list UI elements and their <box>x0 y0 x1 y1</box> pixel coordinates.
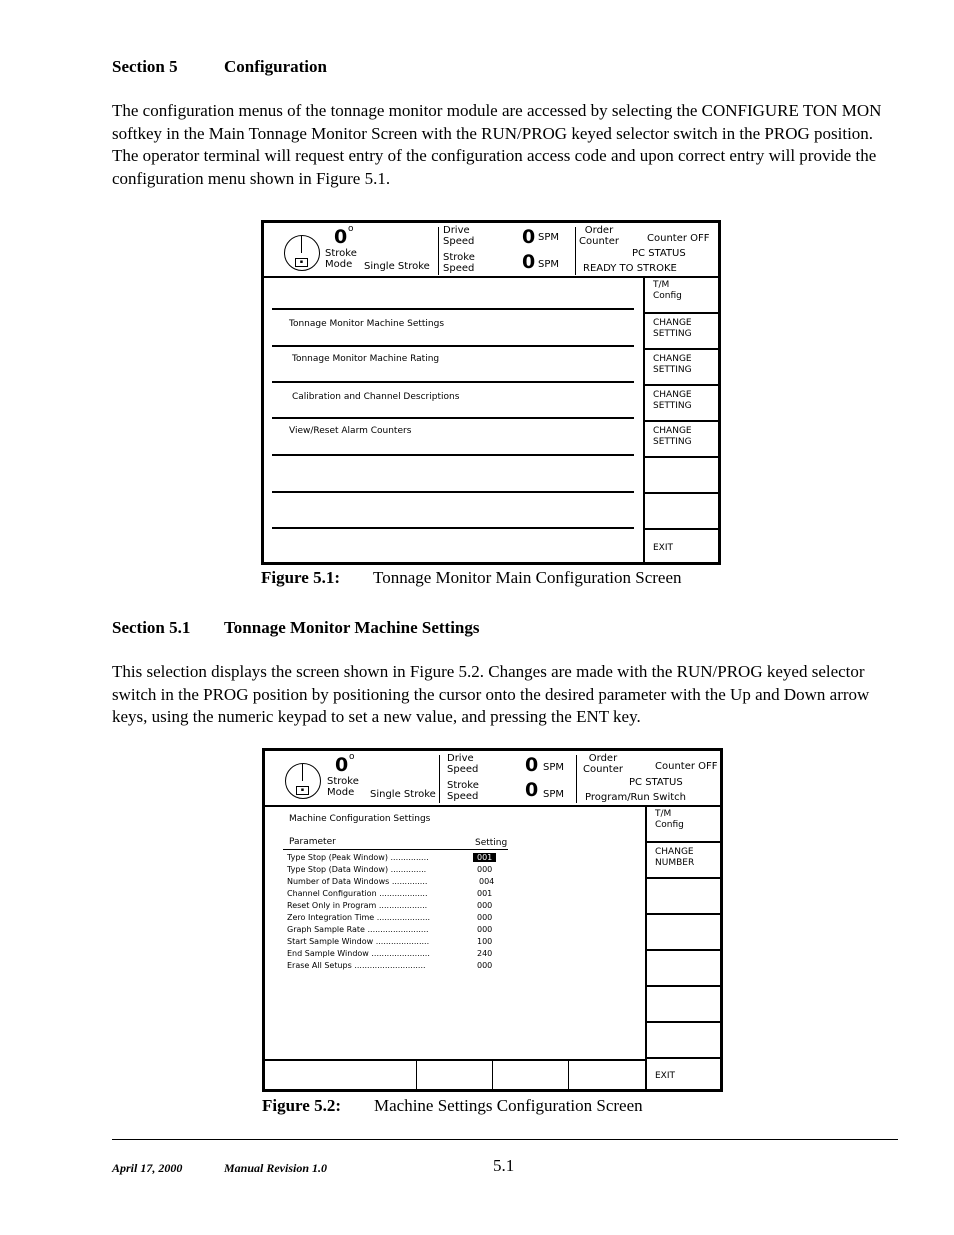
parameter-list <box>287 853 517 973</box>
stroke-dial-icon: ▪ <box>284 235 320 271</box>
softkey-tm-config[interactable]: T/M Config <box>653 280 682 301</box>
parameter-row[interactable]: Start Sample Window ..................... 100 <box>287 937 493 946</box>
intro-paragraph: The configuration menus of the tonnage monitor module are accessed by selecting the CONFIGURE TON MON softkey in the Main Tonnage Monitor Screen with the RUN/PROG keyed selector switch in the PROG position. The operator terminal will request entry of the configuration access code and upon correct entry will provide the configuration menu shown in Figure 5.1. <box>112 101 882 188</box>
softkey-blank-1[interactable] <box>647 877 722 913</box>
parameter-row[interactable]: Number of Data Windows .............. 004 <box>287 877 495 886</box>
counter-off-label: Counter OFF <box>655 761 718 772</box>
stroke-speed-label: Stroke Speed <box>443 252 475 274</box>
parameter-row[interactable]: Zero Integration Time ..................... 000 <box>287 913 493 922</box>
parameter-row[interactable]: Reset Only in Program ................... 000 <box>287 901 493 910</box>
order-counter-label: Order Counter <box>583 753 623 775</box>
softkey-exit[interactable]: EXIT <box>645 528 720 562</box>
settings-paragraph: This selection displays the screen shown in Figure 5.2. Changes are made with the RUN/PROG keyed selector switch in the PROG position by positioning the cursor onto the desired parameter with the Up and Down arrow keys, using the numeric keypad to set a new value, and pressing the ENT key. <box>112 662 870 726</box>
menu-item-calibration[interactable]: Calibration and Channel Descriptions <box>292 392 460 402</box>
status-text: READY TO STROKE <box>583 263 677 274</box>
footer-rule <box>112 1139 898 1140</box>
menu-item-machine-settings[interactable]: Tonnage Monitor Machine Settings <box>289 319 445 329</box>
status-text: Program/Run Switch <box>585 792 686 803</box>
drive-spm-value: 0 <box>522 226 536 248</box>
parameter-row[interactable]: End Sample Window ....................... 240 <box>287 949 493 958</box>
softkey-column <box>643 276 720 562</box>
drive-spm-value: 0 <box>525 754 539 776</box>
softkey-change-setting-1[interactable]: CHANGE SETTING <box>645 312 720 348</box>
softkey-change-setting-4[interactable]: CHANGE SETTING <box>645 420 720 456</box>
menu-item-alarm-counters[interactable]: View/Reset Alarm Counters <box>289 426 412 436</box>
figure-5-2-label: Figure 5.2: <box>262 1096 342 1115</box>
degree-symbol: o <box>349 752 355 762</box>
section-5-title: Configuration <box>224 57 327 76</box>
softkey-blank-3[interactable] <box>647 949 722 985</box>
parameter-row[interactable]: Channel Configuration ................... 001 <box>287 889 493 898</box>
softkey-blank-4[interactable] <box>647 985 722 1021</box>
angle-value: 0 <box>334 226 348 248</box>
stroke-speed-label: Stroke Speed <box>447 780 479 802</box>
section-5-1-number: Section 5.1 <box>112 618 191 637</box>
drive-spm-unit: SPM <box>538 232 560 243</box>
parameter-value-selected: 001 <box>473 853 496 862</box>
degree-symbol: o <box>348 224 354 234</box>
drive-speed-label: Drive Speed <box>443 225 475 247</box>
footer-revision: Manual Revision 1.0 <box>224 1161 328 1175</box>
parameter-row[interactable]: Graph Sample Rate ........................ 000 <box>287 925 493 934</box>
order-counter-label: Order Counter <box>579 225 619 247</box>
pc-status-label: PC STATUS <box>629 777 683 788</box>
softkey-blank-2[interactable] <box>647 913 722 949</box>
figure-5-2-caption: Machine Settings Configuration Screen <box>374 1096 643 1115</box>
single-stroke-label: Single Stroke <box>370 789 436 800</box>
stroke-mode-label: Stroke Mode <box>327 776 359 798</box>
softkey-blank-2[interactable] <box>645 492 720 528</box>
parameter-row[interactable]: Type Stop (Peak Window) ............... 001 <box>287 853 517 865</box>
angle-value: 0 <box>335 754 349 776</box>
stroke-spm-value: 0 <box>522 251 536 273</box>
softkey-change-setting-3[interactable]: CHANGE SETTING <box>645 384 720 420</box>
drive-speed-label: Drive Speed <box>447 753 479 775</box>
footer-date: April 17, 2000 <box>112 1161 183 1175</box>
figure-5-2-screen <box>262 748 723 1092</box>
softkey-exit[interactable]: EXIT <box>647 1057 722 1089</box>
section-5-1-title: Tonnage Monitor Machine Settings <box>224 618 480 637</box>
softkey-tm-config[interactable]: T/M Config <box>655 809 684 830</box>
menu-item-machine-rating[interactable]: Tonnage Monitor Machine Rating <box>292 354 440 364</box>
softkey-blank-5[interactable] <box>647 1021 722 1057</box>
parameter-row[interactable]: Type Stop (Data Window) .............. 000 <box>287 865 493 874</box>
figure-5-1-label: Figure 5.1: <box>261 568 341 587</box>
bottom-softkey-divider <box>568 1060 570 1089</box>
softkey-blank-1[interactable] <box>645 456 720 492</box>
settings-title: Machine Configuration Settings <box>289 814 431 824</box>
pc-status-label: PC STATUS <box>632 248 686 259</box>
stroke-spm-unit: SPM <box>543 789 565 800</box>
softkey-column <box>645 805 722 1089</box>
counter-off-label: Counter OFF <box>647 233 710 244</box>
single-stroke-label: Single Stroke <box>364 261 430 272</box>
softkey-change-setting-2[interactable]: CHANGE SETTING <box>645 348 720 384</box>
bottom-softkey-divider <box>492 1060 494 1089</box>
stroke-dial-icon: ▪ <box>285 763 321 799</box>
stroke-spm-unit: SPM <box>538 259 560 270</box>
section-5-number: Section 5 <box>112 57 178 76</box>
bottom-softkey-divider <box>416 1060 418 1089</box>
stroke-spm-value: 0 <box>525 779 539 801</box>
stroke-mode-label: Stroke Mode <box>325 248 357 270</box>
column-setting: Setting <box>475 838 508 848</box>
page-number: 5.1 <box>493 1156 515 1175</box>
figure-5-1-screen <box>261 220 721 565</box>
softkey-change-number[interactable]: CHANGE NUMBER <box>647 841 722 877</box>
column-parameter: Parameter <box>289 837 336 847</box>
figure-5-1-caption: Tonnage Monitor Main Configuration Screen <box>373 568 682 587</box>
drive-spm-unit: SPM <box>543 762 565 773</box>
parameter-row[interactable]: Erase All Setups ............................ 000 <box>287 961 493 970</box>
